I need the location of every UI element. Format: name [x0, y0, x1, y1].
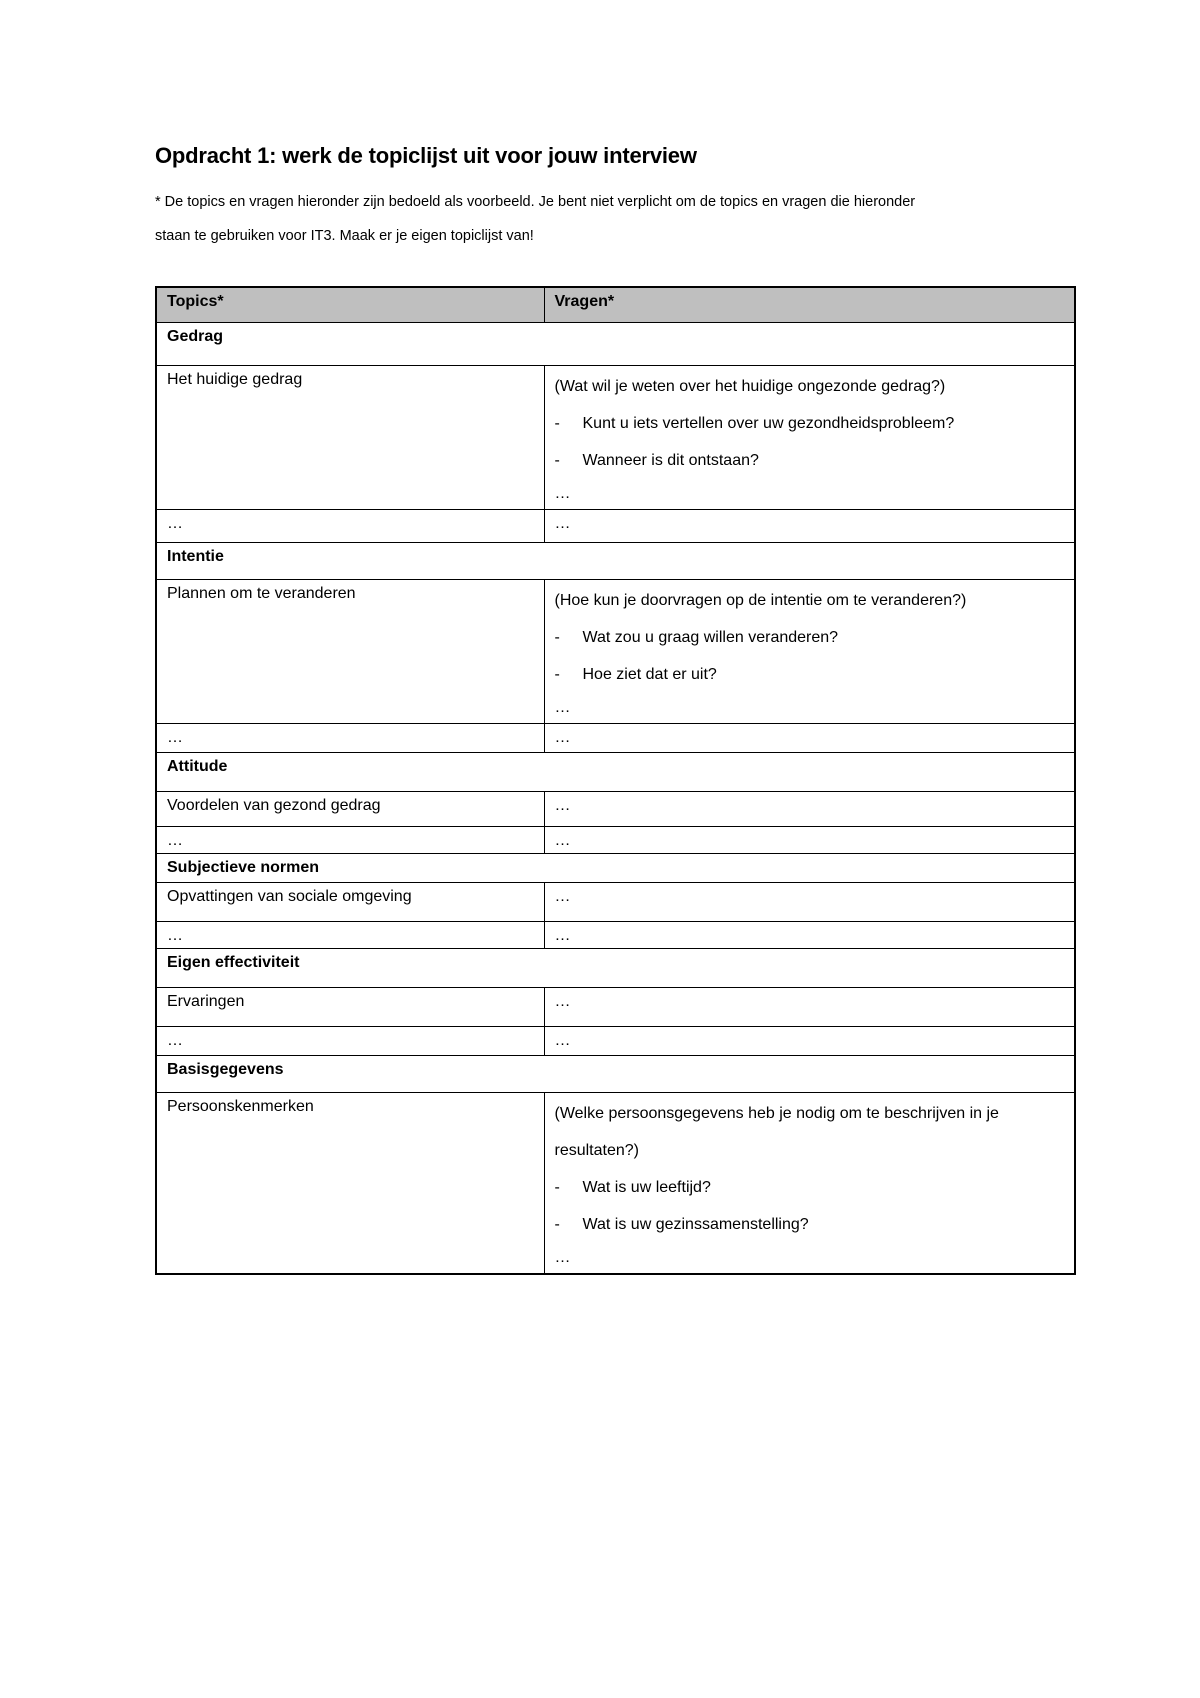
question-intro: (Hoe kun je doorvragen op de intentie om te veranderen?): [554, 592, 967, 609]
topic-cell: …: [156, 827, 544, 854]
intro-note: [155, 185, 1055, 253]
topic-cell: Persoonskenmerken: [156, 1093, 544, 1275]
intro-line-1: * De topics en vragen hieronder zijn bedoeld als voorbeeld. Je bent niet verplicht om de topics en vragen die hieronder: [155, 194, 916, 210]
section-row-subjectieve-normen: [156, 854, 1075, 883]
table-row: [156, 1027, 1075, 1056]
section-title: Eigen effectiviteit: [156, 949, 1075, 988]
table-row: [156, 366, 1075, 510]
table-row: [156, 883, 1075, 922]
question-item: - Kunt u iets vertellen over uw gezondheidsprobleem?: [554, 415, 955, 432]
section-row-gedrag: [156, 323, 1075, 366]
topic-cell: …: [156, 1027, 544, 1056]
question-cell: …: [544, 724, 1075, 753]
question-cell: …: [544, 883, 1075, 922]
question-item: - Hoe ziet dat er uit?: [554, 666, 717, 683]
question-cell: …: [544, 988, 1075, 1027]
question-cell: …: [544, 792, 1075, 827]
topic-cell: …: [156, 922, 544, 949]
question-item: - Wat is uw leeftijd?: [554, 1179, 711, 1196]
section-title: Gedrag: [156, 323, 1075, 366]
table-row: [156, 1093, 1075, 1275]
question-ellipsis: …: [554, 485, 571, 502]
section-title: Attitude: [156, 753, 1075, 792]
table-row: [156, 724, 1075, 753]
intro-line-2: staan te gebruiken voor IT3. Maak er je eigen topiclijst van!: [155, 228, 534, 244]
section-title: Basisgegevens: [156, 1056, 1075, 1093]
header-topics: Topics*: [156, 287, 544, 323]
question-ellipsis: …: [554, 1249, 571, 1266]
table-row: [156, 827, 1075, 854]
section-row-eigen-effectiviteit: [156, 949, 1075, 988]
topic-cell: …: [156, 510, 544, 543]
section-row-basisgegevens: [156, 1056, 1075, 1093]
table-row: [156, 510, 1075, 543]
question-cell: …: [544, 1027, 1075, 1056]
question-intro: (Welke persoonsgegevens heb je nodig om te beschrijven in je resultaten?): [554, 1105, 999, 1159]
question-ellipsis: …: [554, 699, 571, 716]
topic-cell: Ervaringen: [156, 988, 544, 1027]
table-header-row: [156, 287, 1075, 323]
header-vragen: Vragen*: [544, 287, 1075, 323]
question-item: - Wanneer is dit ontstaan?: [554, 452, 759, 469]
topic-cell: Het huidige gedrag: [156, 366, 544, 510]
section-row-attitude: [156, 753, 1075, 792]
topic-cell: Opvattingen van sociale omgeving: [156, 883, 544, 922]
question-cell: [544, 580, 1075, 724]
question-cell: [544, 366, 1075, 510]
table-row: [156, 580, 1075, 724]
section-title: Subjectieve normen: [156, 854, 1075, 883]
question-item: - Wat is uw gezinssamenstelling?: [554, 1216, 809, 1233]
topic-cell: …: [156, 724, 544, 753]
table-row: [156, 922, 1075, 949]
topic-cell: Plannen om te veranderen: [156, 580, 544, 724]
question-cell: …: [544, 827, 1075, 854]
topic-cell: Voordelen van gezond gedrag: [156, 792, 544, 827]
question-item: - Wat zou u graag willen veranderen?: [554, 629, 839, 646]
page-title: Opdracht 1: werk de topiclijst uit voor jouw interview: [155, 143, 697, 168]
question-cell: …: [544, 510, 1075, 543]
question-cell: …: [544, 922, 1075, 949]
table-row: [156, 792, 1075, 827]
table-row: [156, 988, 1075, 1027]
topic-list-table: [155, 286, 1076, 1275]
question-intro: (Wat wil je weten over het huidige ongezonde gedrag?): [554, 378, 946, 395]
question-cell: [544, 1093, 1075, 1275]
section-title: Intentie: [156, 543, 1075, 580]
section-row-intentie: [156, 543, 1075, 580]
